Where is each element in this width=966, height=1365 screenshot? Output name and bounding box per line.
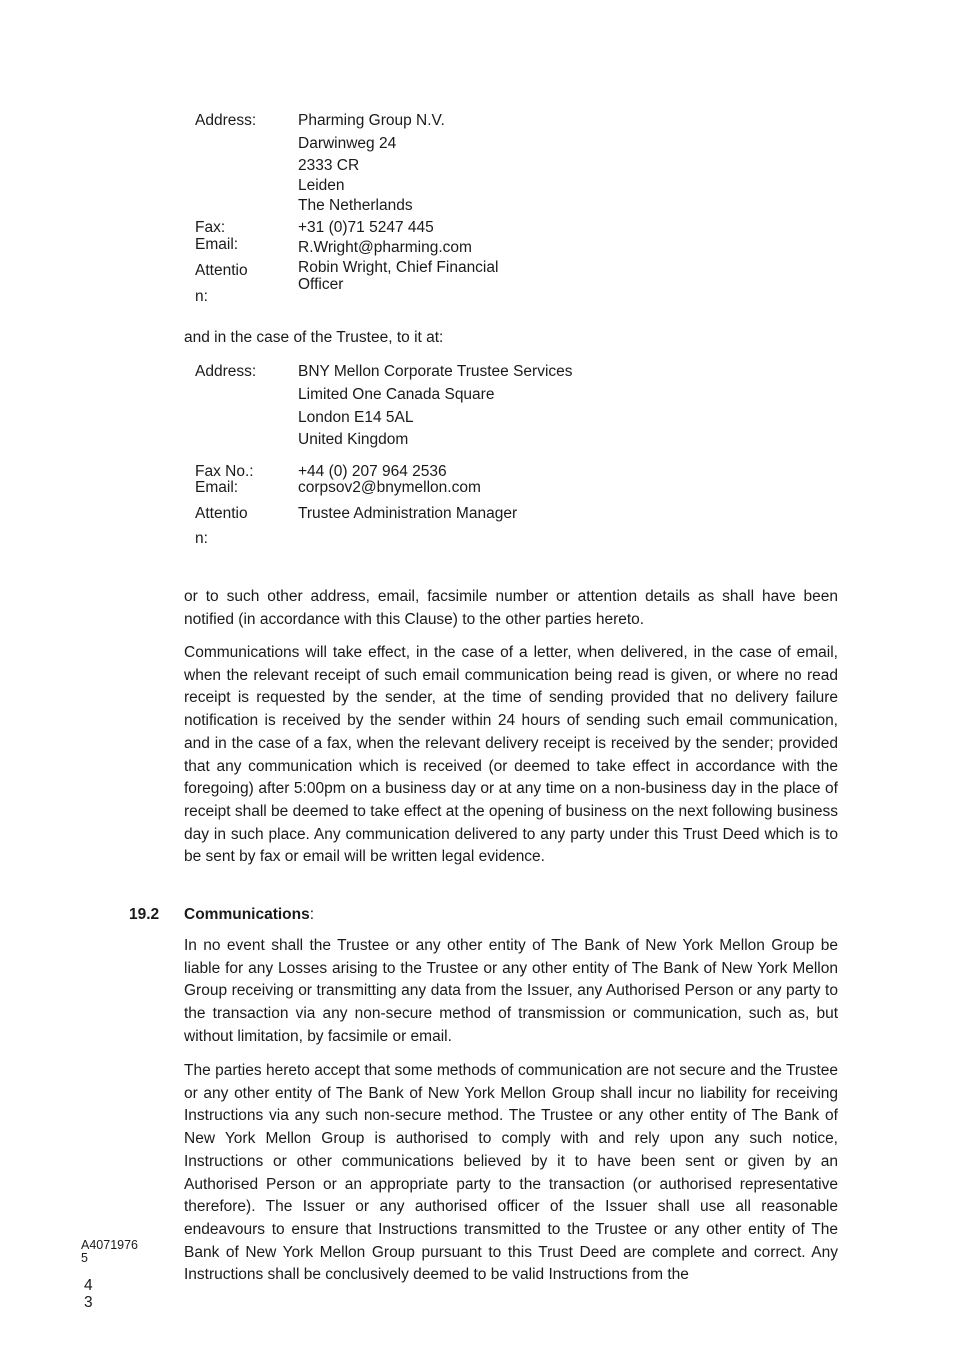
issuer-address-label: Address:	[195, 112, 257, 129]
issuer-email-label: Email:	[195, 236, 239, 253]
paragraph-no-event: In no event shall the Trustee or any other entity of The Bank of New York Mellon Group be liable for any Losses arising to the Trustee or any other entity of The Bank of New York Mellon Group receiving or transmitting any data from the Issuer, any Authorised Person or any party to the transaction via any non-secure method of transmission or communication, such as, but without limitation, by facsimile or email.	[184, 937, 838, 1045]
section-number: 19.2	[129, 906, 160, 923]
issuer-email-value: R.Wright@pharming.com	[298, 239, 472, 256]
trustee-fax-value: +44 (0) 207 964 2536	[298, 463, 447, 480]
page-number: 4	[84, 1277, 93, 1294]
issuer-address-line: Pharming Group N.V.	[298, 112, 445, 129]
document-reference: A4071976	[81, 1238, 139, 1252]
issuer-attention-label: Attentio	[195, 262, 248, 279]
trustee-address-line: Limited One Canada Square	[298, 386, 495, 403]
issuer-address-line: 2333 CR	[298, 157, 360, 174]
section-heading	[184, 905, 314, 925]
paragraph-communications-effect: Communications will take effect, in the case of a letter, when delivered, in the case of email, when the relevant receipt of such email communication being read is given, or where no read receipt is requested by the sender, at the time of sending provided that no delivery failure notification is received by the sender within 24 hours of sending such email communication, and in the case of a fax, when the relevant delivery receipt is received by the sender; provided that any communication which is received (or deemed to take effect in accordance with the foregoing) after 5:00pm on a business day or at any time on a non-business day in the place of receipt shall be deemed to take effect at the opening of business on the next following business day in such place. Any communication delivered to any party under this Trust Deed which is to be sent by fax or email will be written legal evidence.	[184, 644, 838, 866]
trustee-email-value: corpsov2@bnymellon.com	[298, 479, 481, 496]
trustee-address-line: London E14 5AL	[298, 409, 414, 426]
trustee-attention-label-cont: n:	[195, 530, 208, 547]
trustee-intro: and in the case of the Trustee, to it at:	[184, 329, 444, 346]
paragraph-other-address: or to such other address, email, facsimile number or attention details as shall have been notified (in accordance with this Clause) to the other parties hereto.	[184, 588, 838, 628]
document-reference-cont: 5	[81, 1251, 88, 1265]
trustee-fax-label: Fax No.:	[195, 463, 254, 480]
section-title: Communications	[184, 906, 310, 923]
issuer-fax-label: Fax:	[195, 219, 226, 236]
issuer-address-line: The Netherlands	[298, 197, 413, 214]
section-title-suffix: :	[309, 906, 315, 923]
trustee-attention-value: Trustee Administration Manager	[298, 505, 518, 522]
trustee-address-line: BNY Mellon Corporate Trustee Services	[298, 363, 573, 380]
issuer-attention-label-cont: n:	[195, 288, 208, 305]
issuer-attention-value: Robin Wright, Chief Financial	[298, 259, 499, 276]
trustee-address-line: United Kingdom	[298, 431, 409, 448]
issuer-address-line: Leiden	[298, 177, 345, 194]
issuer-fax-value: +31 (0)71 5247 445	[298, 219, 434, 236]
issuer-attention-value-cont: Officer	[298, 276, 344, 293]
page-number-cont: 3	[84, 1294, 93, 1311]
paragraph-parties-accept: The parties hereto accept that some methods of communication are not secure and the Trustee or any other entity of The Bank of New York Mellon Group shall incur no liability for receiving Instructions via any such non-secure method. The Trustee or any other entity of The Bank of New York Mellon Group is authorised to comply with and rely upon any such notice, Instructions or other communications believed by it to have been sent or given by an Authorised Person or an appropriate party to the transaction (or authorised representative therefore). The Issuer or any authorised officer of the Issuer shall use all reasonable endeavours to ensure that Instructions transmitted to the Trustee or any other entity of The Bank of New York Mellon Group pursuant to this Trust Deed are complete and correct. Any Instructions shall be conclusively deemed to be valid Instructions from the	[184, 1062, 838, 1284]
issuer-address-line: Darwinweg 24	[298, 135, 397, 152]
trustee-attention-label: Attentio	[195, 505, 248, 522]
trustee-email-label: Email:	[195, 479, 239, 496]
trustee-address-label: Address:	[195, 363, 257, 380]
